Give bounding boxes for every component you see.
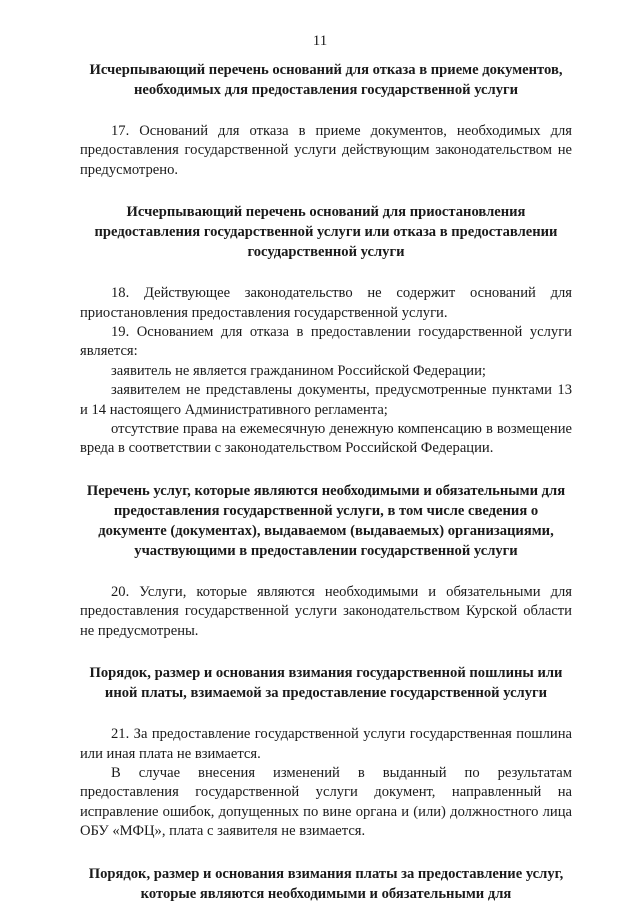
section-heading: Перечень услуг, которые являются необходимыми и обязательными для предоставления государственной услуги, в том числе сведения о документе (документах), выдаваемом (выдаваемых) организациями, участвующими в предоставлении государственной услуги <box>86 482 566 559</box>
list-item: отсутствие права на ежемесячную денежную компенсацию в возмещение вреда в соответствии с законодательством Российской Федерации. <box>80 421 572 457</box>
section-state-fee <box>80 663 572 841</box>
section-heading: Исчерпывающий перечень оснований для приостановления предоставления государственной услуги или отказа в предоставлении государственной услуги <box>94 204 558 261</box>
paragraph-21-continued: В случае внесения изменений в выданный по результатам предоставления государственной услуги документ, направленный на исправление ошибок, допущенных по вине органа и (или) должностного лица ОБУ «МФЦ», плата с заявителя не взимается. <box>80 764 572 840</box>
paragraph-20: 20. Услуги, которые являются необходимыми и обязательными для предоставления государственной услуги законодательством Курской области не предусмотрены. <box>80 583 572 639</box>
document-body <box>80 60 572 904</box>
section-required-services <box>80 481 572 641</box>
paragraph-19: 19. Основанием для отказа в предоставлении государственной услуги является: <box>80 324 572 360</box>
section-heading: Порядок, размер и основания взимания государственной пошлины или иной платы, взимаемой за предоставление государственной услуги <box>89 665 563 702</box>
paragraph-17: 17. Оснований для отказа в приеме документов, необходимых для предоставления государственной услуги действующим законодательством не предусмотрено. <box>80 123 572 178</box>
list-item: заявителем не представлены документы, предусмотренные пунктами 13 и 14 настоящего Административного регламента; <box>80 382 572 418</box>
section-heading: Исчерпывающий перечень оснований для отказа в приеме документов, необходимых для предоставления государственной услуги <box>89 62 563 98</box>
section-suspension-refusal <box>80 202 572 459</box>
paragraph-21: 21. За предоставление государственной услуги государственная пошлина или иная плата не взимается. <box>80 726 572 762</box>
page-number: 11 <box>312 33 328 49</box>
paragraph-18: 18. Действующее законодательство не содержит оснований для приостановления предоставления государственной услуги. <box>80 285 572 321</box>
list-item: заявитель не является гражданином Российской Федерации; <box>111 362 486 379</box>
section-service-fee <box>80 864 572 904</box>
section-refusal-acceptance <box>80 60 572 180</box>
section-heading: Порядок, размер и основания взимания платы за предоставление услуг, которые являются необходимыми и обязательными для <box>88 865 564 902</box>
